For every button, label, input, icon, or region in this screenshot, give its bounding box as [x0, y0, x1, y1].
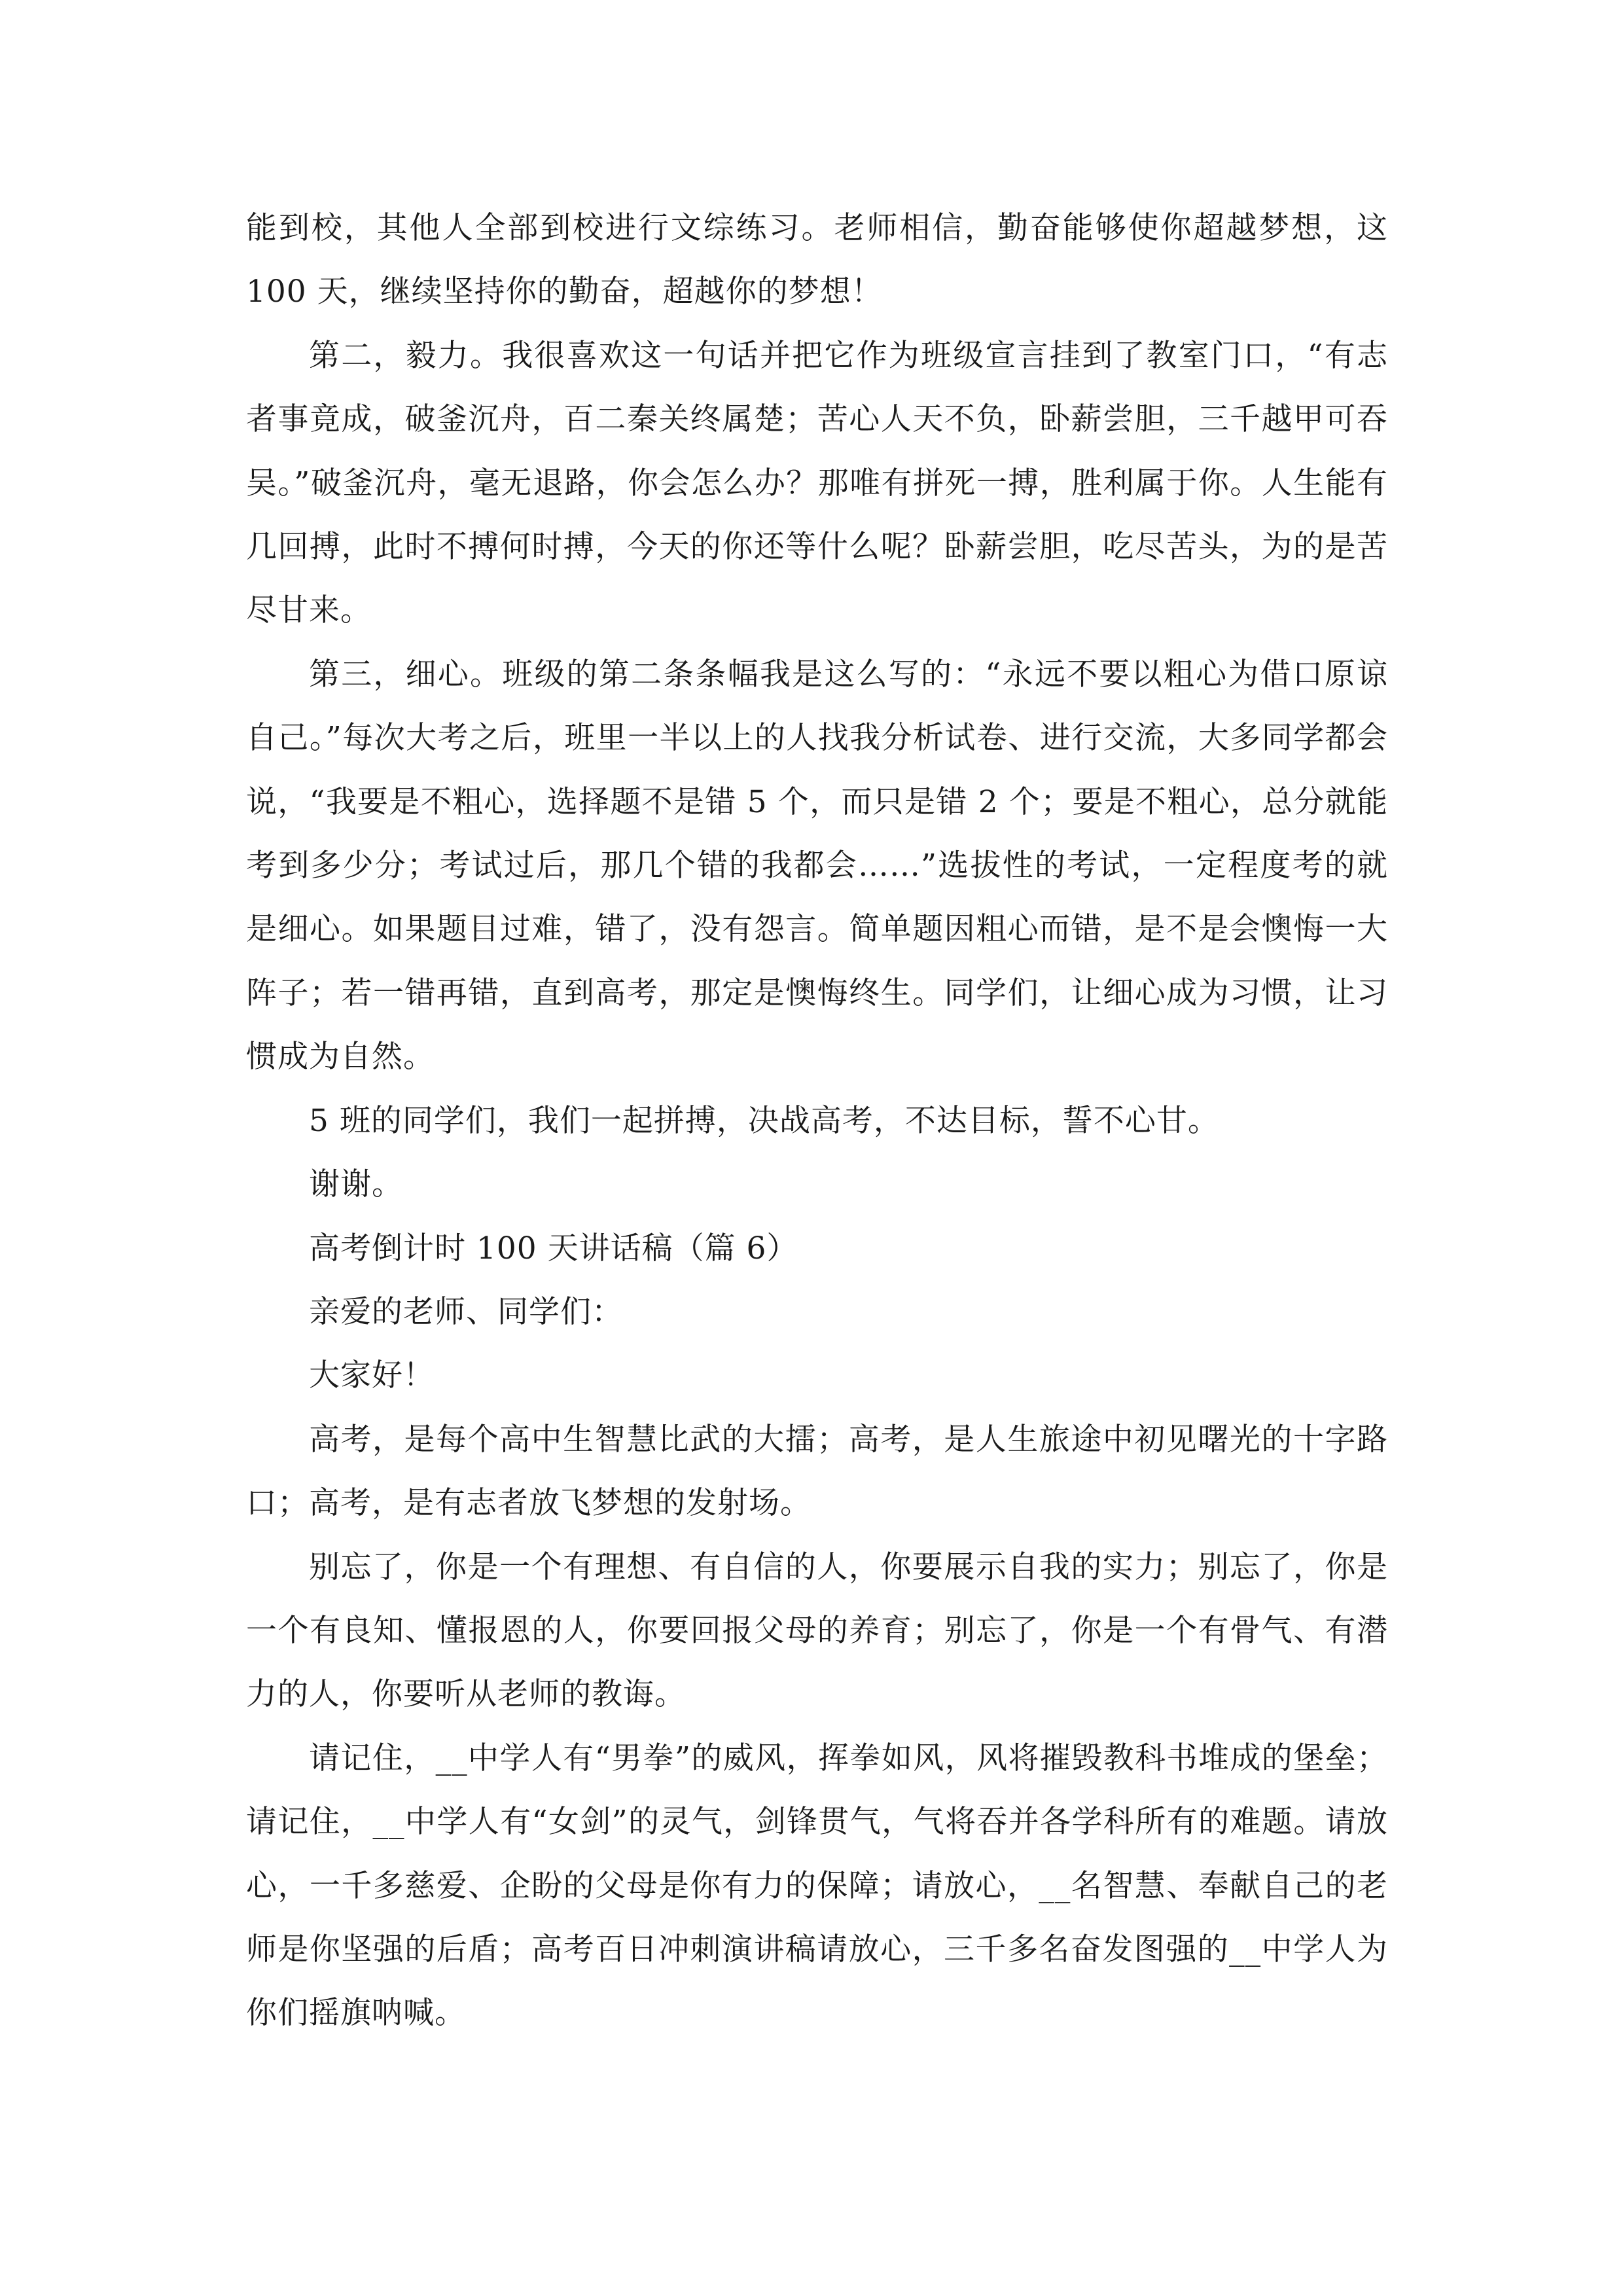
paragraph-continuation: 能到校，其他人全部到校进行文综练习。老师相信，勤奋能够使你超越梦想，这 100 天，继续坚持你的勤奋，超越你的梦想！ [246, 210, 1388, 310]
paragraph-perseverance: 第二，毅力。我很喜欢这一句话并把它作为班级宣言挂到了教室门口，“有志者事竟成，破釜沉舟，百二秦关终属楚；苦心人天不负，卧薪尝胆，三千越甲可吞吴。”破釜沉舟，毫无退路，你会怎么办？那唯有拼死一搏，胜利属于你。人生能有几回搏，此时不搏何时搏，今天的你还等什么呢？卧薪尝胆，吃尽苦头，为的是苦尽甘来。 [246, 337, 1388, 629]
paragraph-remember: 请记住，__中学人有“男拳”的威风，挥拳如风，风将摧毁教科书堆成的堡垒；请记住，__中学人有“女剑”的灵气，剑锋贯气，气将吞并各学科所有的难题。请放心，一千多慈爱、企盼的父母是你有力的保障；请放心，__名智慧、奉献自己的老师是你坚强的后盾；高考百日冲刺演讲稿请放心，三千多名奋发图强的__中学人为你们摇旗呐喊。 [246, 1740, 1388, 2032]
section-title: 高考倒计时 100 天讲话稿（篇 6） [309, 1230, 798, 1266]
document-body [246, 196, 1388, 2045]
greeting: 大家好！ [309, 1357, 435, 1394]
paragraph-gaokao-intro: 高考，是每个高中生智慧比武的大擂；高考，是人生旅途中初见曙光的十字路口；高考，是有志者放飞梦想的发射场。 [246, 1421, 1388, 1522]
paragraph-class-pledge: 5 班的同学们，我们一起拼搏，决战高考，不达目标，誓不心甘。 [309, 1102, 1219, 1139]
paragraph-thanks: 谢谢。 [309, 1166, 403, 1203]
paragraph-dont-forget: 别忘了，你是一个有理想、有自信的人，你要展示自我的实力；别忘了，你是一个有良知、懂报恩的人，你要回报父母的养育；别忘了，你是一个有骨气、有潜力的人，你要听从老师的教诲。 [246, 1549, 1388, 1713]
paragraph-carefulness: 第三，细心。班级的第二条条幅我是这么写的：“永远不要以粗心为借口原谅自己。”每次大考之后，班里一半以上的人找我分析试卷、进行交流，大多同学都会说，“我要是不粗心，选择题不是错 5 个，而只是错 2 个；要是不粗心，总分就能考到多少分；考试过后，那几个错的我都会……”选拔性的考试，一定程度考的就是细心。如果题目过难，错了，没有怨言。简单题因粗心而错，是不是会懊悔一大阵子；若一错再错，直到高考，那定是懊悔终生。同学们，让细心成为习惯，让习惯成为自然。 [246, 656, 1388, 1075]
salutation: 亲爱的老师、同学们： [309, 1293, 623, 1330]
